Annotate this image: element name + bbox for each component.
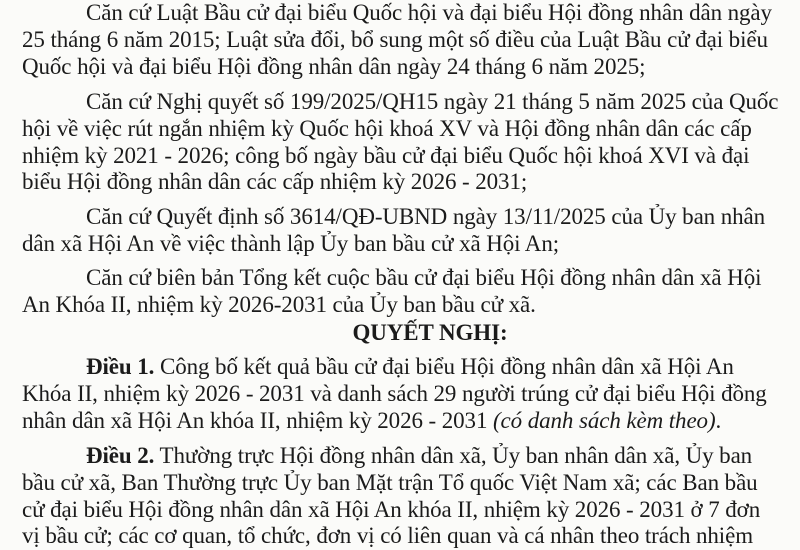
article1-line3 (22, 408, 721, 434)
para2-line1: Căn cứ Nghị quyết số 199/2025/QH15 ngày 21 tháng 5 năm 2025 của Quốc (86, 89, 779, 114)
para1-line2: 25 tháng 6 năm 2015; Luật sửa đổi, bổ sung một số điều của Luật Bầu cử đại biểu (22, 27, 768, 52)
para2-line3: nhiệm kỳ 2021 - 2026; công bố ngày bầu cử đại biểu Quốc hội khoá XVI và đại (22, 143, 750, 168)
para1-line3: Quốc hội và đại biểu Hội đồng nhân dân ngày 24 tháng 6 năm 2025; (22, 54, 646, 79)
article1-text-line1: Công bố kết quả bầu cử đại biểu Hội đồng nhân dân xã Hội An (154, 354, 734, 379)
para2-line4: biểu Hội đồng nhân dân các cấp nhiệm kỳ 2026 - 2031; (22, 169, 528, 194)
article1-line2: Khóa II, nhiệm kỳ 2026 - 2031 và danh sách 29 người trúng cử đại biểu Hội đồng (22, 381, 767, 406)
para2-line2: hội về việc rút ngắn nhiệm kỳ Quốc hội khoá XV và Hội đồng nhân dân các cấp (22, 116, 752, 141)
article1-line3-text: nhân dân xã Hội An khóa II, nhiệm kỳ 2026 - 2031 (22, 408, 493, 433)
article1-label: Điều 1. (86, 354, 155, 379)
article1-line3-end: . (715, 408, 722, 433)
article2-line2: bầu cử xã, Ban Thường trực Ủy ban Mặt trận Tổ quốc Việt Nam xã; các Ban bầu (22, 470, 758, 495)
para1-line1: Căn cứ Luật Bầu cử đại biểu Quốc hội và đại biểu Hội đồng nhân dân ngày (86, 0, 772, 25)
para4-line2: An Khóa II, nhiệm kỳ 2026-2031 của Ủy ban bầu cử xã. (22, 292, 536, 317)
article2-line4: vị bầu cử; các cơ quan, tổ chức, đơn vị có liên quan và cá nhân theo trách nhiệm (22, 523, 753, 548)
article2-line3: cử đại biểu Hội đồng nhân dân xã Hội An khóa II, nhiệm kỳ 2026 - 2031 ở 7 đơn (22, 497, 761, 522)
article2-text-line1: Thường trực Hội đồng nhân dân xã, Ủy ban nhân dân xã, Ủy ban (154, 443, 753, 468)
para3-line1: Căn cứ Quyết định số 3614/QĐ-UBND ngày 13/11/2025 của Ủy ban nhân (86, 204, 766, 229)
para4-line1: Căn cứ biên bản Tổng kết cuộc bầu cử đại biểu Hội đồng nhân dân xã Hội (86, 265, 762, 290)
article2-line1 (86, 443, 752, 469)
resolution-heading: QUYẾT NGHỊ: (352, 320, 508, 345)
article2-label: Điều 2. (86, 443, 155, 468)
attached-list-note: (có danh sách kèm theo) (493, 408, 716, 433)
para3-line2: dân xã Hội An về việc thành lập Ủy ban bầu cử xã Hội An; (22, 231, 560, 256)
article1-line1 (86, 354, 734, 380)
